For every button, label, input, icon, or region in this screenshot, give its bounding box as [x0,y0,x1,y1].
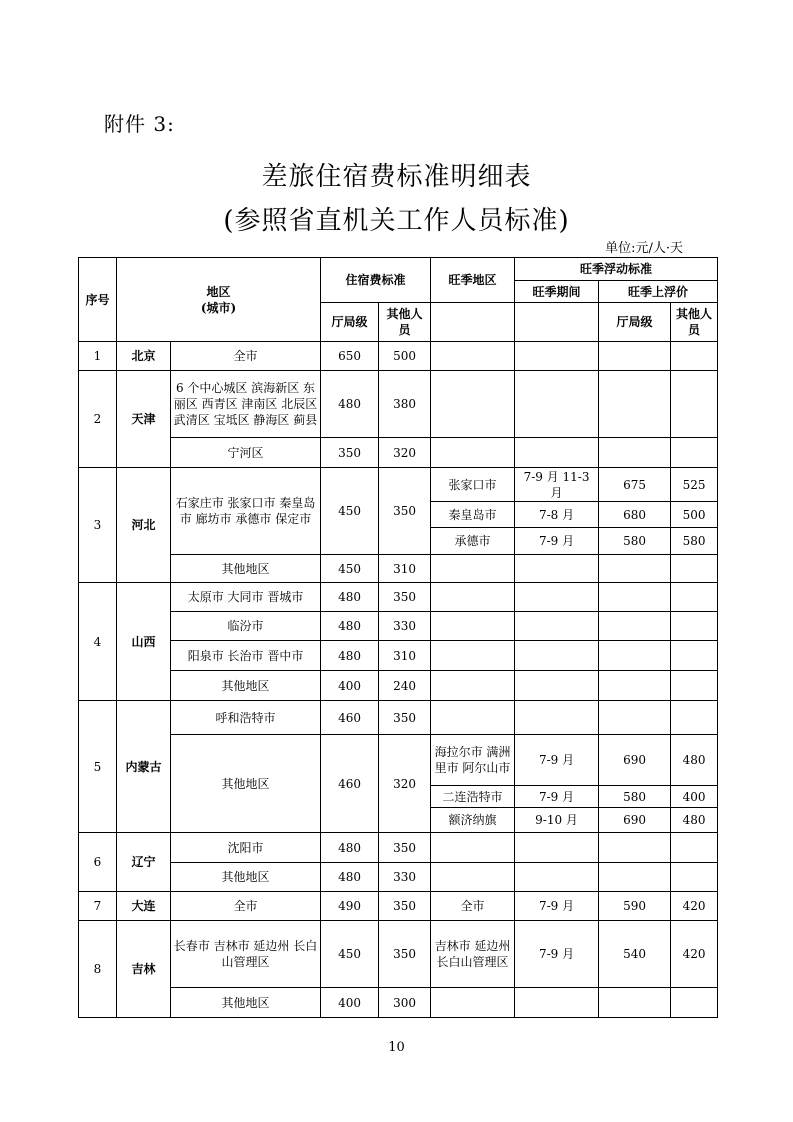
empty-cell [431,833,515,863]
area: 其他地区 [171,555,321,583]
area: 长春市 吉林市 延边州 长白山管理区 [171,921,321,988]
rate-other: 240 [379,671,431,701]
header-peak-price: 旺季上浮价 [599,281,718,303]
attachment-label: 附件 3: [104,112,175,136]
area: 呼和浩特市 [171,701,321,735]
peak-period: 7-9 月 [515,921,599,988]
peak-rate-bureau: 580 [599,528,671,555]
peak-period: 7-9 月 [515,786,599,808]
rate-bureau: 450 [321,921,379,988]
peak-region: 张家口市 [431,468,515,502]
province: 天津 [117,371,171,468]
row-number: 3 [79,468,117,583]
empty-cell [671,833,718,863]
empty-cell [515,863,599,892]
empty-cell [515,612,599,641]
header-region-sub: (城市) [200,300,237,315]
province: 内蒙古 [117,701,171,833]
header-other: 其他人员 [379,303,431,342]
header-peak-region: 旺季地区 [431,258,515,303]
table-row [79,863,718,892]
empty-cell [671,583,718,612]
table-row [79,438,718,468]
page-subtitle: (参照省直机关工作人员标准) [223,206,570,236]
peak-rate-bureau: 675 [599,468,671,502]
area: 沈阳市 [171,833,321,863]
area: 全市 [171,342,321,371]
peak-rate-other: 480 [671,735,718,786]
rate-other: 300 [379,988,431,1018]
empty-cell [431,988,515,1018]
header-bureau: 厅局级 [321,303,379,342]
rate-bureau: 480 [321,371,379,438]
empty-cell [431,863,515,892]
table-row [79,735,718,786]
empty-cell [431,438,515,468]
header-seq: 序号 [79,258,117,342]
empty-cell [431,303,515,342]
header-peak-period: 旺季期间 [515,281,599,303]
rate-other: 330 [379,612,431,641]
unit-label: 单位:元/人·天 [605,241,683,256]
empty-cell [671,371,718,438]
empty-cell [599,833,671,863]
rate-bureau: 650 [321,342,379,371]
peak-period: 7-8 月 [515,502,599,528]
empty-cell [671,988,718,1018]
peak-region: 海拉尔市 满洲里市 阿尔山市 [431,735,515,786]
peak-region: 吉林市 延边州 长白山管理区 [431,921,515,988]
empty-cell [431,583,515,612]
empty-cell [671,438,718,468]
rate-other: 320 [379,735,431,833]
province: 辽宁 [117,833,171,892]
area: 其他地区 [171,863,321,892]
empty-cell [599,583,671,612]
peak-rate-bureau: 590 [599,892,671,921]
province: 大连 [117,892,171,921]
table-row [79,641,718,671]
rate-bureau: 400 [321,671,379,701]
rate-other: 500 [379,342,431,371]
empty-cell [599,555,671,583]
empty-cell [671,641,718,671]
rate-bureau: 460 [321,735,379,833]
empty-cell [599,701,671,735]
empty-cell [599,671,671,701]
peak-rate-other: 420 [671,892,718,921]
peak-rate-bureau: 540 [599,921,671,988]
empty-cell [671,342,718,371]
peak-rate-other: 580 [671,528,718,555]
area: 阳泉市 长治市 晋中市 [171,641,321,671]
peak-region: 二连浩特市 [431,786,515,808]
area: 其他地区 [171,735,321,833]
empty-cell [599,371,671,438]
empty-cell [431,371,515,438]
row-number: 2 [79,371,117,468]
peak-period: 7-9 月 [515,892,599,921]
empty-cell [599,641,671,671]
area: 临汾市 [171,612,321,641]
table-row [79,612,718,641]
peak-rate-bureau: 690 [599,735,671,786]
empty-cell [431,555,515,583]
table-row [79,671,718,701]
peak-rate-other: 525 [671,468,718,502]
rate-other: 350 [379,583,431,612]
page-title: 差旅住宿费标准明细表 [261,162,532,192]
empty-cell [431,671,515,701]
peak-rate-bureau: 580 [599,786,671,808]
peak-rate-other: 500 [671,502,718,528]
area: 其他地区 [171,671,321,701]
empty-cell [515,555,599,583]
row-number: 6 [79,833,117,892]
empty-cell [671,555,718,583]
table-row [79,342,718,371]
empty-cell [671,701,718,735]
peak-period: 7-9 月 11-3 月 [515,468,599,502]
area: 石家庄市 张家口市 秦皇岛市 廊坊市 承德市 保定市 [171,468,321,555]
table-row [79,371,718,438]
rate-bureau: 480 [321,612,379,641]
rate-other: 310 [379,555,431,583]
row-number: 4 [79,583,117,701]
page-number: 10 [388,1040,405,1055]
peak-rate-other: 480 [671,808,718,833]
header-region [117,258,321,342]
peak-rate-other: 420 [671,921,718,988]
rate-other: 380 [379,371,431,438]
rate-bureau: 490 [321,892,379,921]
row-number: 5 [79,701,117,833]
rate-other: 350 [379,892,431,921]
table-row [79,583,718,612]
area: 太原市 大同市 晋城市 [171,583,321,612]
header-float-std: 旺季浮动标准 [515,258,718,281]
empty-cell [599,438,671,468]
peak-region: 全市 [431,892,515,921]
province: 吉林 [117,921,171,1018]
rate-bureau: 400 [321,988,379,1018]
empty-cell [515,833,599,863]
empty-cell [431,612,515,641]
rate-bureau: 480 [321,583,379,612]
rate-bureau: 480 [321,833,379,863]
empty-cell [515,303,599,342]
rate-other: 350 [379,833,431,863]
empty-cell [515,671,599,701]
area: 其他地区 [171,988,321,1018]
area: 宁河区 [171,438,321,468]
empty-cell [515,641,599,671]
header-peak-other: 其他人员 [671,303,718,342]
peak-region: 承德市 [431,528,515,555]
rate-other: 320 [379,438,431,468]
table-row [79,468,718,502]
header-std: 住宿费标准 [321,258,431,303]
rate-other: 350 [379,701,431,735]
empty-cell [671,612,718,641]
empty-cell [599,988,671,1018]
empty-cell [431,342,515,371]
row-number: 8 [79,921,117,1018]
header-peak-bureau: 厅局级 [599,303,671,342]
empty-cell [515,701,599,735]
empty-cell [431,641,515,671]
province: 山西 [117,583,171,701]
empty-cell [431,701,515,735]
table-row [79,701,718,735]
empty-cell [599,342,671,371]
rate-bureau: 480 [321,641,379,671]
peak-region: 额济纳旗 [431,808,515,833]
peak-period: 7-9 月 [515,528,599,555]
peak-period: 7-9 月 [515,735,599,786]
rate-bureau: 480 [321,863,379,892]
empty-cell [515,438,599,468]
table-row [79,833,718,863]
row-number: 7 [79,892,117,921]
empty-cell [515,988,599,1018]
peak-rate-bureau: 690 [599,808,671,833]
empty-cell [515,371,599,438]
area: 6 个中心城区 滨海新区 东丽区 西青区 津南区 北辰区 武清区 宝坻区 静海区 蓟县 [171,371,321,438]
peak-period: 9-10 月 [515,808,599,833]
header-region-label: 地区 [206,284,231,299]
empty-cell [671,863,718,892]
table-row [79,988,718,1018]
peak-rate-bureau: 680 [599,502,671,528]
province: 河北 [117,468,171,583]
rate-other: 350 [379,468,431,555]
province: 北京 [117,342,171,371]
row-number: 1 [79,342,117,371]
rate-bureau: 450 [321,555,379,583]
area: 全市 [171,892,321,921]
peak-rate-other: 400 [671,786,718,808]
rate-other: 310 [379,641,431,671]
empty-cell [599,863,671,892]
peak-region: 秦皇岛市 [431,502,515,528]
empty-cell [599,612,671,641]
rate-bureau: 350 [321,438,379,468]
rate-other: 330 [379,863,431,892]
rate-bureau: 460 [321,701,379,735]
empty-cell [671,671,718,701]
table-row [79,892,718,921]
empty-cell [515,342,599,371]
table-row [79,921,718,988]
rate-other: 350 [379,921,431,988]
rate-bureau: 450 [321,468,379,555]
empty-cell [515,583,599,612]
lodging-standard-table [78,257,718,1018]
table-row [79,555,718,583]
